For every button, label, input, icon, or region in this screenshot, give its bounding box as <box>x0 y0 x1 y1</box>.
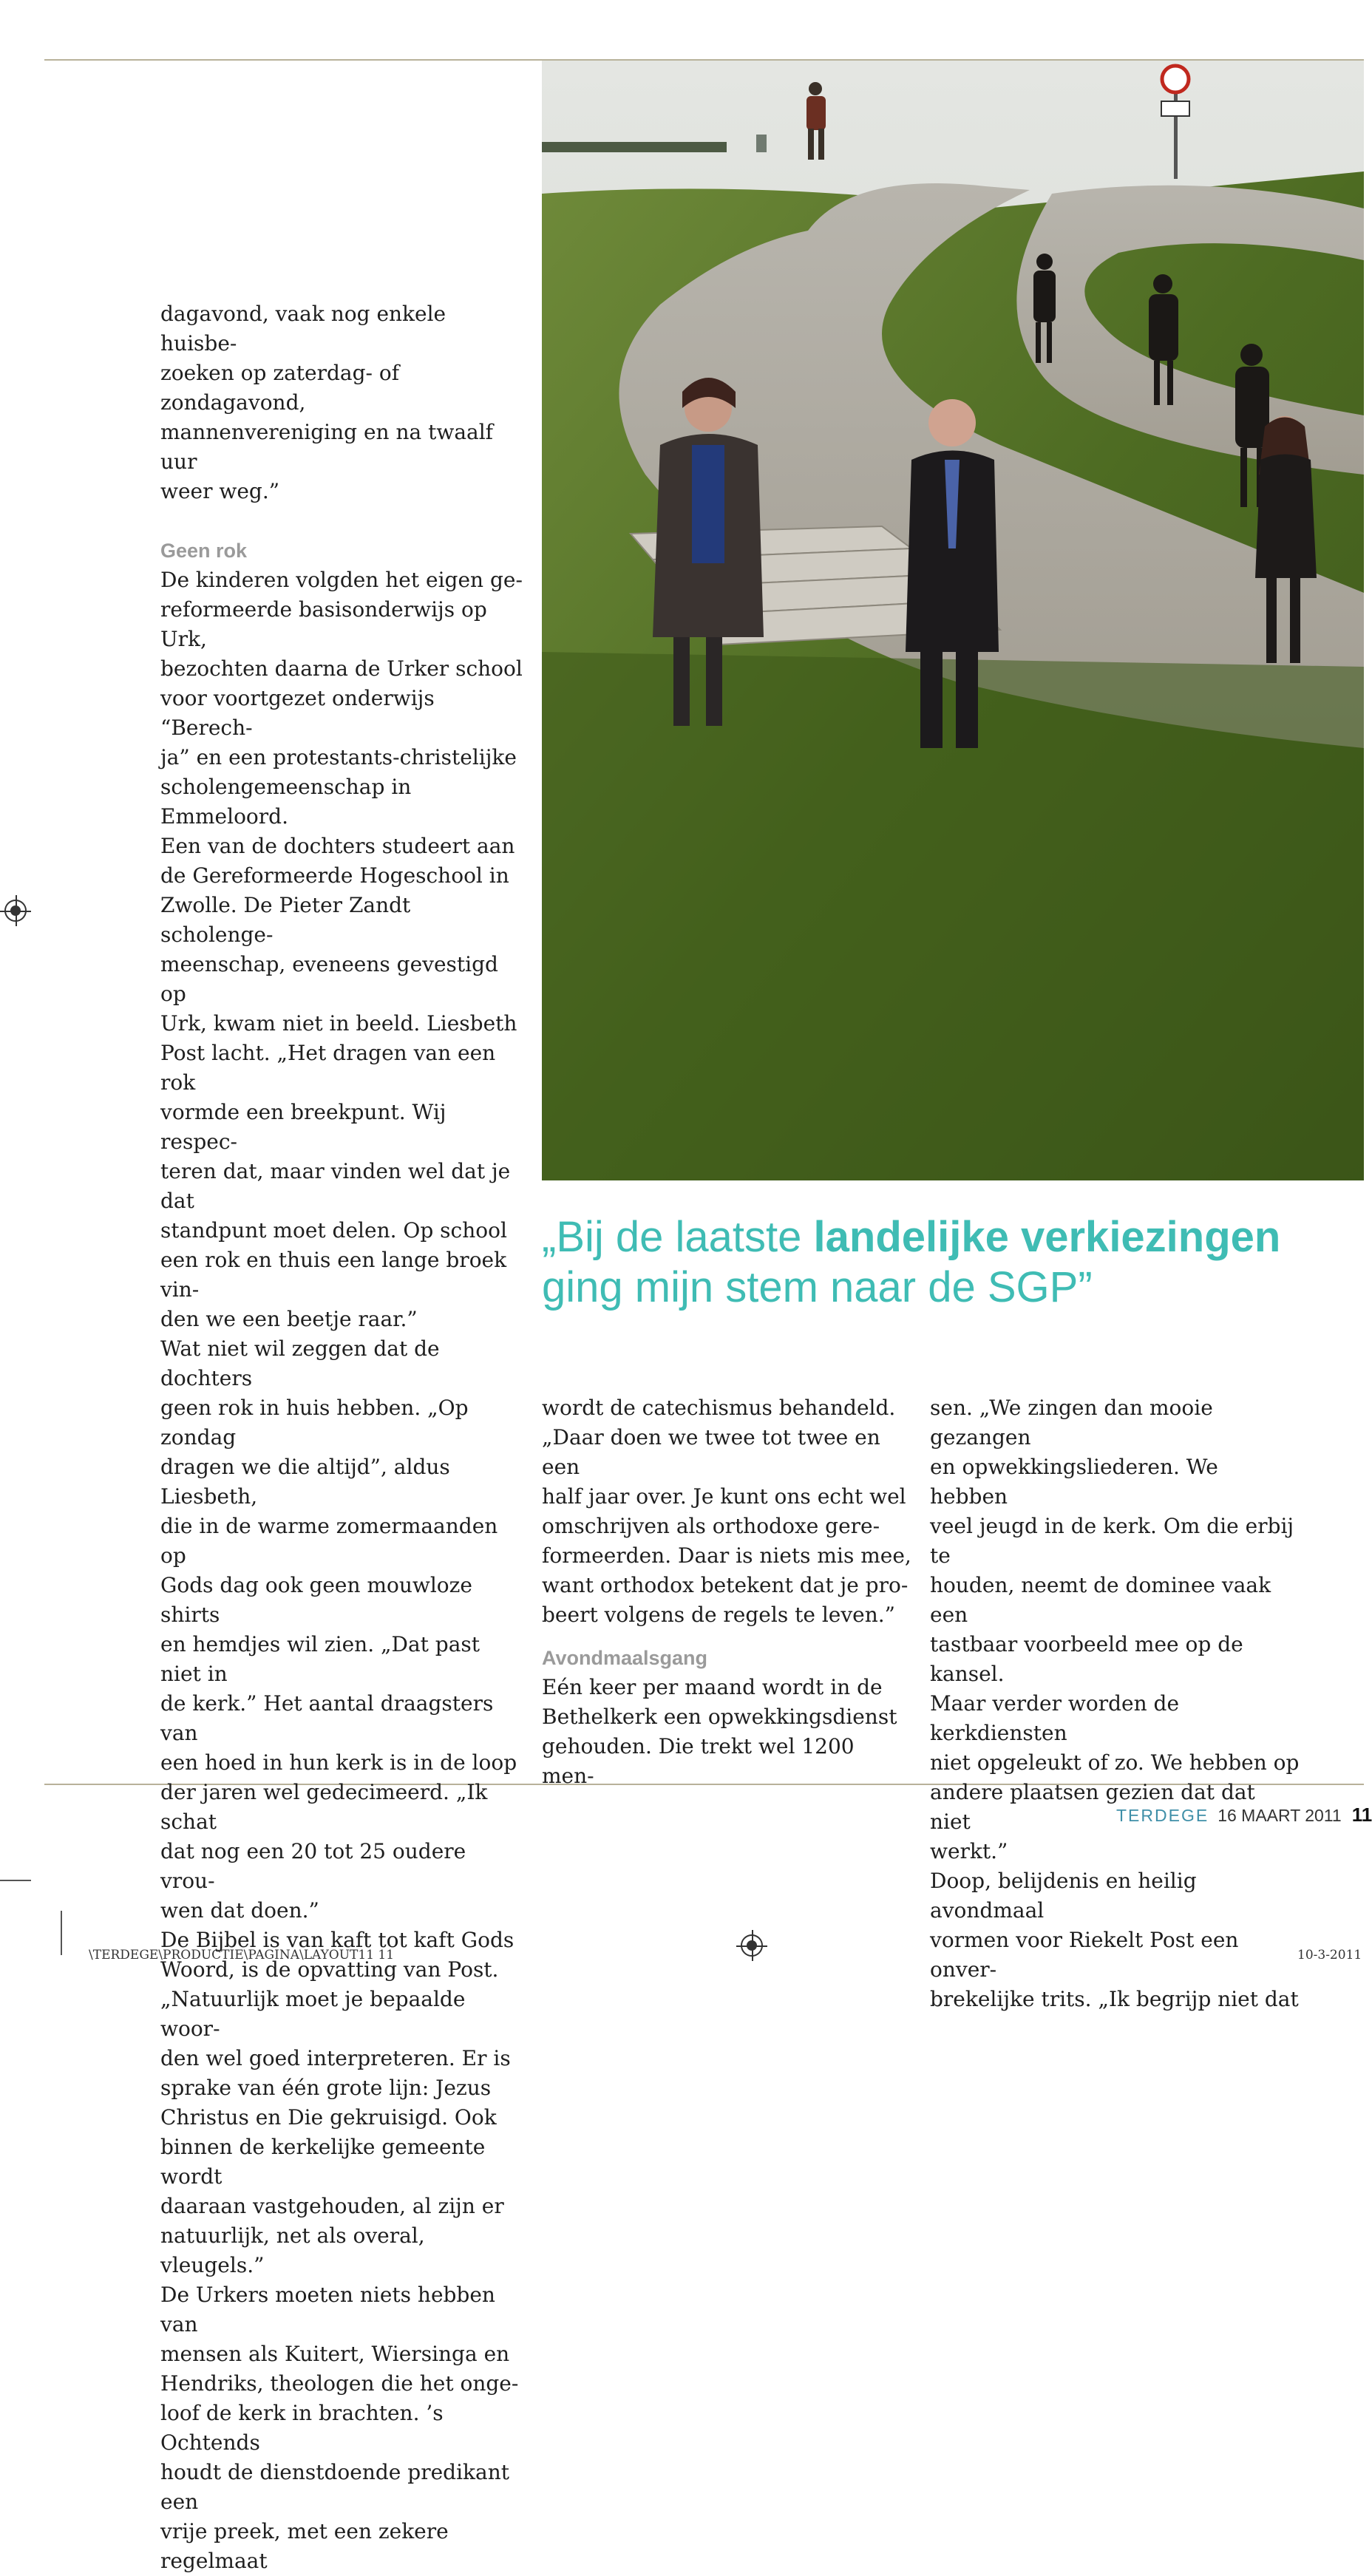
subheading: Geen rok <box>160 540 248 562</box>
paragraph: Wat niet wil zeggen dat de dochters geen rok in huis hebben. „Op zondag dragen we die altijd”, aldus Liesbeth, die in de warme zomermaanden op Gods dag ook geen mouwloze shirts en hemdjes wil zien. „Dat past niet in de kerk.” Het aantal draagsters van een hoed in hun kerk is in de loop der jaren wel gedecimeerd. „Ik schat dat nog een 20 tot 25 oudere vrou- wen dat doen.” <box>160 1336 517 1923</box>
pull-quote-part1: „Bij de laatste <box>542 1213 814 1261</box>
paragraph: Doop, belijdenis en heilig avondmaal vormen voor Riekelt Post een onver- brekelijke trits. „Ik begrijp niet dat <box>930 1869 1299 2011</box>
family-photo <box>542 61 1364 1180</box>
paragraph: wordt de catechismus behandeld. „Daar doen we twee tot twee en een half jaar over. Je kunt ons echt wel omschrijven als orthodoxe gere- formeerden. Daar is niets mis mee, want orthodox betekent dat je pro- beert volgens de regels te leven.” <box>542 1396 911 1627</box>
page-number: 11 <box>1351 1804 1372 1826</box>
registration-mark-icon <box>741 1934 763 1957</box>
paragraph: dagavond, vaak nog enkele huisbe- zoeken op zaterdag- of zondagavond, mannenvereniging en na twaalf uur weer weg.” <box>160 302 494 503</box>
pull-quote <box>542 1212 1355 1313</box>
page-footer <box>1116 1804 1372 1826</box>
slug-date: 10-3-2011 <box>1297 1948 1362 1962</box>
article-column-1 <box>160 299 525 2576</box>
paragraph: De Urkers moeten niets hebben van mensen als Kuitert, Wiersinga en Hendriks, theologen die het onge- loof de kerk in brachten. ’s Ochtends houdt de dienstdoende predikant een vrije preek, met een zekere regelmaat <box>160 2283 519 2573</box>
pull-quote-bold: landelijke verkiezingen <box>813 1213 1281 1261</box>
paragraph: De Bijbel is van kaft tot kaft Gods Woord, is de opvatting van Post. „Natuurlijk moet je bepaalde woor- den wel goed interpreteren. Er is sprake van één grote lijn: Jezus Christus en Die gekruisigd. Ook binnen de kerkelijke gemeente wordt daaraan vastgehouden, al zijn er natuurlijk, net als overal, vleugels.” <box>160 1928 514 2277</box>
registration-mark-icon <box>4 900 27 922</box>
crop-mark-left <box>0 1880 31 1881</box>
paragraph: sen. „We zingen dan mooie gezangen en opwekkingsliederen. We hebben veel jeugd in de kerk. Om die erbij te houden, neemt de dominee vaak een tastbaar voorbeeld mee op de kansel. Maar verder worden de kerkdiensten niet opgeleukt of zo. We hebben op andere plaatsen gezien dat dat niet werkt.” <box>930 1396 1300 1863</box>
subheading: Avondmaalsgang <box>542 1647 708 1669</box>
magazine-name: TERDEGE <box>1116 1806 1209 1825</box>
article-column-3 <box>930 1393 1300 2014</box>
pull-quote-part2: ging mijn stem naar de SGP” <box>542 1263 1093 1311</box>
issue-date: 16 MAART 2011 <box>1218 1806 1342 1825</box>
paragraph: Eén keer per maand wordt in de Bethelkerk een opwekkingsdienst gehouden. Die trekt wel 1200 men- <box>542 1675 897 1788</box>
article-column-2 <box>542 1393 911 1791</box>
paragraph: De kinderen volgden het eigen ge- reformeerde basisonderwijs op Urk, bezochten daarna de Urker school voor voortgezet onderwijs “Berech- ja” en een protestants-christelijke scholengemeenschap in Emmeloord. Een van de dochters studeert aan de Gereformeerde Hogeschool in Zwolle. De Pieter Zandt scholenge- meenschap, eveneens gevestigd op Urk, kwam niet in beeld. Liesbeth Post lacht. „Het dragen van een rok vormde een breekpunt. Wij respec- teren dat, maar vinden wel dat je dat standpunt moet delen. Op school een rok en thuis een lange broek vin- den we een beetje raar.” <box>160 568 523 1331</box>
slug-path: \TERDEGE\PRODUCTIE\PAGINA\LAYOUT11 11 <box>89 1948 395 1962</box>
crop-mark-bottom <box>61 1911 62 1955</box>
